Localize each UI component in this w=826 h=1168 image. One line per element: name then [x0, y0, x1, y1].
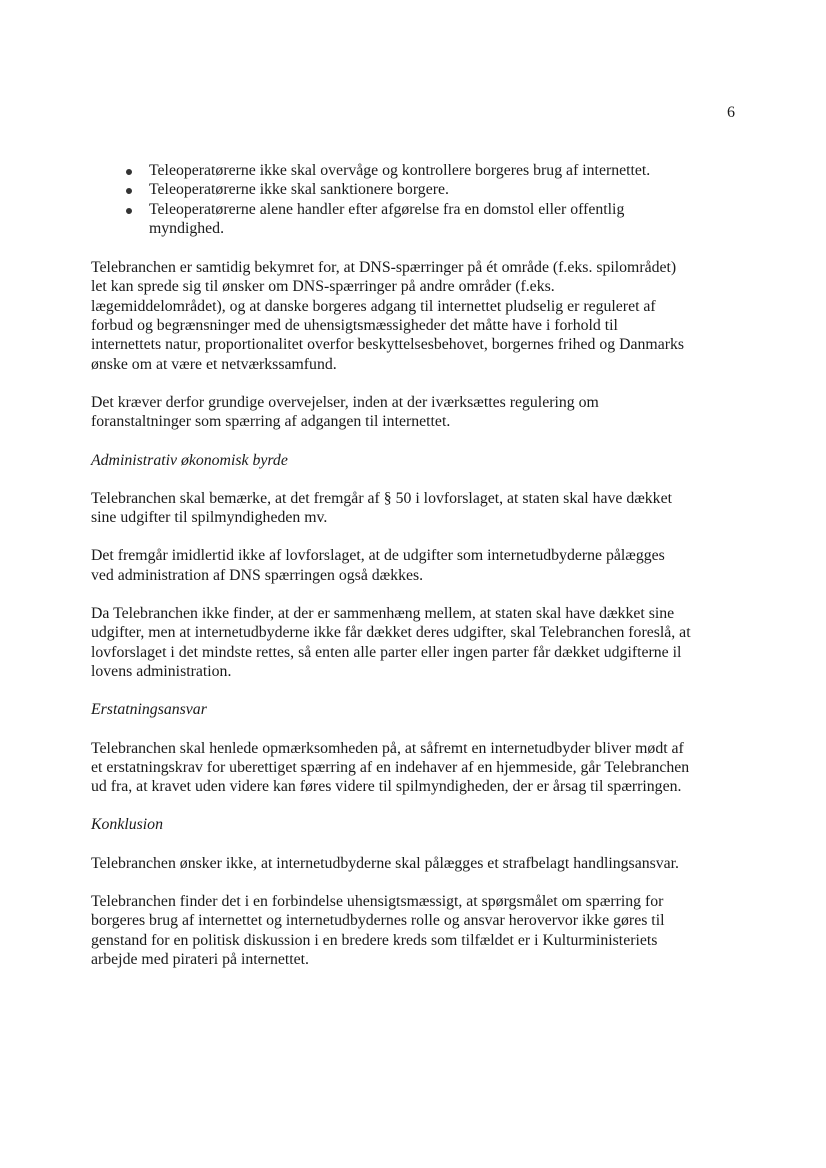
paragraph: Det fremgår imidlertid ikke af lovforslaget, at de udgifter som internetudbyderne pålægges ved administration af DNS spærringen også dækkes.	[91, 547, 665, 584]
document-body	[91, 161, 691, 988]
bullet-item: Teleoperatørerne ikke skal sanktionere borgere.	[91, 180, 691, 199]
section-heading: Administrativ økonomisk byrde	[91, 451, 288, 469]
bullet-item: Teleoperatørerne alene handler efter afgørelse fra en domstol eller offentlig myndighed.	[91, 200, 691, 239]
section-heading: Erstatningsansvar	[91, 701, 207, 719]
paragraph: Det kræver derfor grundige overvejelser, inden at der iværksættes regulering om foranstaltninger som spærring af adgangen til internettet.	[91, 393, 599, 431]
paragraph: Telebranchen er samtidig bekymret for, at DNS-spærringer på ét område (f.eks. spilområdet) let kan sprede sig til ønsker om DNS-spærringer på andre områder (f.eks. lægemiddelområdet), og at danske borgeres adgang til internettet pludselig er reguleret af forbud og begrænsninger med de uhensigtsmæssigheder det måtte have i forhold til internettets natur, proportionalitet overfor beskyttelsesbehovet, borgernes frihed og Danmarks ønske om at være et netværkssamfund.	[91, 259, 685, 373]
paragraph: Da Telebranchen ikke finder, at der er sammenhæng mellem, at staten skal have dækket sine udgifter, men at internetudbyderne ikke får dækket deres udgifter, skal Telebranchen foreslå, at lovforslaget i det mindste rettes, så enten alle parter eller ingen parter får dækket udgifterne il lovens administration.	[91, 605, 691, 680]
page-number: 6	[727, 104, 735, 121]
section-heading: Konklusion	[91, 816, 163, 834]
paragraph: Telebranchen finder det i en forbindelse uhensigtsmæssigt, at spørgsmålet om spærring for borgeres brug af internettet og internetudbydernes rolle og ansvar herovervor ikke gøres til genstand for en politisk diskussion i en bredere kreds som tilfældet er i Kulturministeriets arbejde med pirateri på internettet.	[91, 893, 665, 968]
paragraph: Telebranchen skal bemærke, at det fremgår af § 50 i lovforslaget, at staten skal have dækket sine udgifter til spilmyndigheden mv.	[91, 489, 672, 527]
paragraph: Telebranchen skal henlede opmærksomheden på, at såfremt en internetudbyder bliver mødt af et erstatningskrav for uberettiget spærring af en indehaver af en hjemmeside, går Telebranchen ud fra, at kravet uden videre kan føres videre til spilmyndigheden, der er årsag til spærringen.	[91, 739, 690, 796]
paragraph: Telebranchen ønsker ikke, at internetudbyderne skal pålægges et strafbelagt handlingsansvar.	[91, 854, 680, 872]
bullet-item: Teleoperatørerne ikke skal overvåge og kontrollere borgeres brug af internettet.	[91, 161, 691, 180]
bullet-list	[91, 161, 691, 238]
